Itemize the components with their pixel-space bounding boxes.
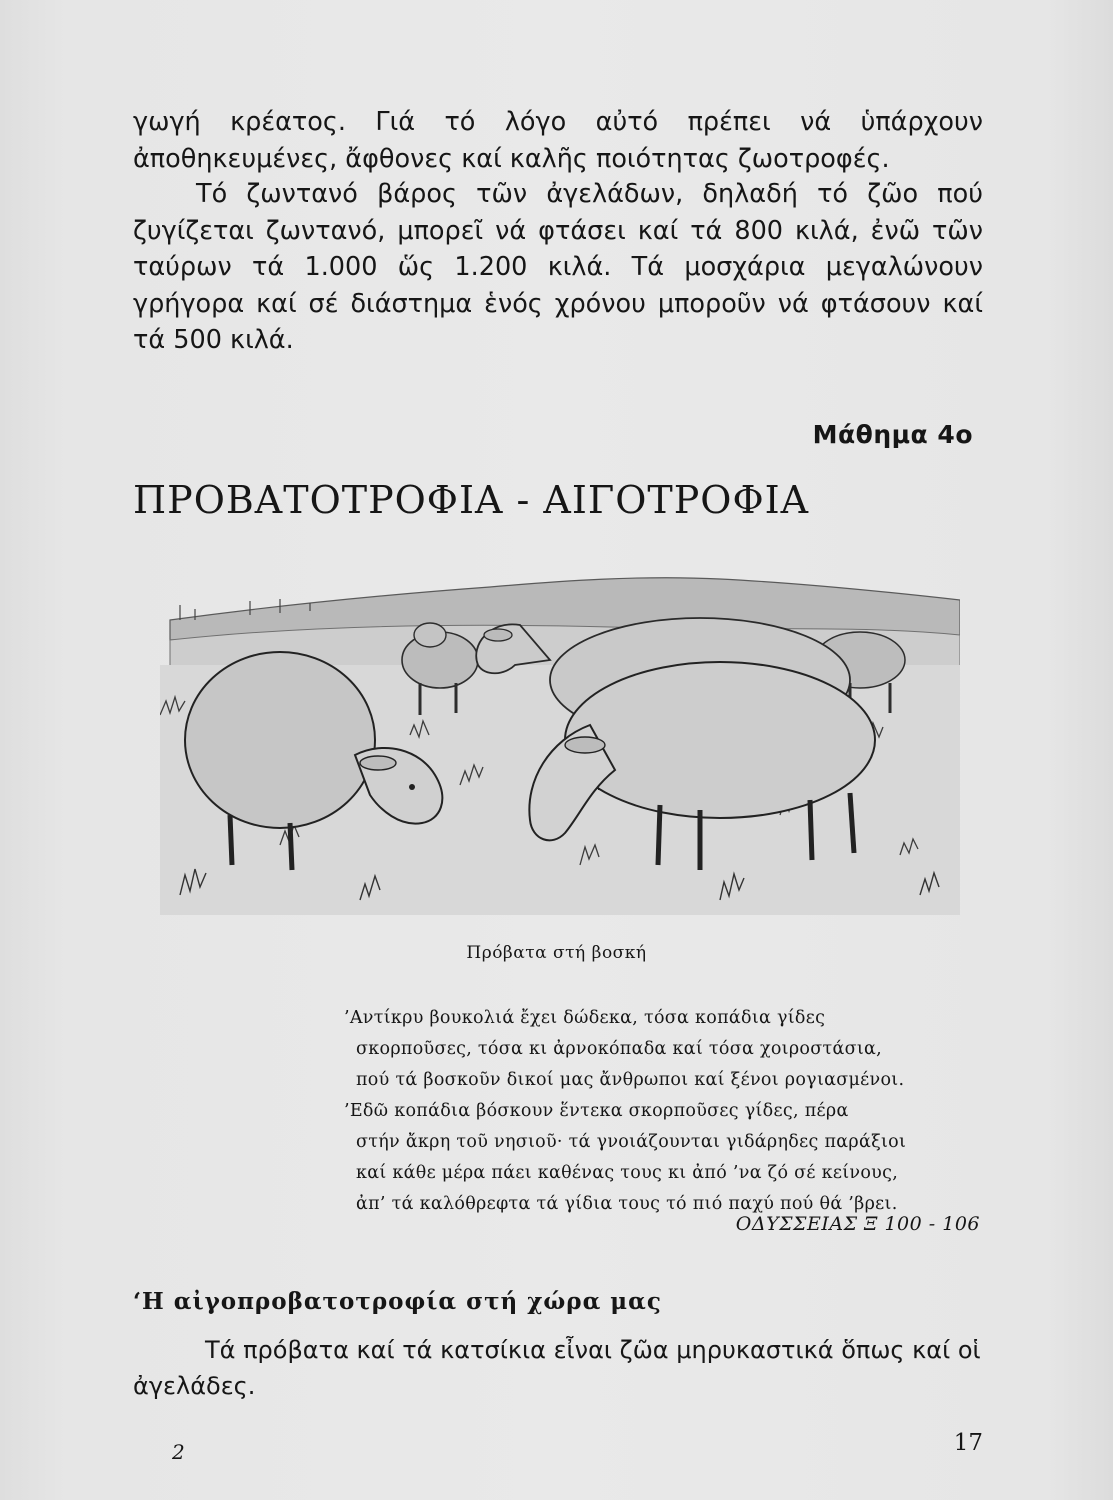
section-heading: ‘Η αἰγοπροβατοτροφία στή χώρα μας (133, 1288, 662, 1315)
intro-paragraph-1: γωγή κρέατος. Γιά τό λόγο αὐτό πρέπει νά ὑπάρχουν ἀποθηκευμένες, ἄφθονες καί καλῆς ποιότητας ζωοτροφές. (133, 107, 983, 174)
poem-line: ’Αντίκρυ βουκολιά ἔχει δώδεκα, τόσα κοπάδια γίδες (344, 1008, 826, 1028)
poem-line: στήν ἄκρη τοῦ νησιοῦ· τά γνοιάζουνται γιδάρηδες παράξιοι (356, 1132, 907, 1152)
poem-excerpt (344, 1003, 906, 1220)
section-paragraph: Τά πρόβατα καί τά κατσίκια εἶναι ζῶα μηρυκαστικά ὅπως καί οἱ ἀγελάδες. (133, 1336, 981, 1400)
lesson-label: Μάθημα 4ο (812, 420, 973, 449)
poem-source: ΟΔΥΣΣΕΙΑΣ Ξ 100 - 106 (735, 1213, 980, 1235)
sheep-grazing-illustration (160, 565, 960, 915)
poem-line: πού τά βοσκοῦν δικοί μας ἄνθρωποι καί ξένοι ρογιασμένοι. (356, 1070, 905, 1090)
poem-line: σκορποῦσες, τόσα κι ἀρνοκόπαδα καί τόσα χοιροστάσια, (356, 1039, 882, 1059)
intro-paragraph-2: Τό ζωντανό βάρος τῶν ἀγελάδων, δηλαδή τό ζῶο πού ζυγίζεται ζωντανό, μπορεῖ νά φτάσει καί τά 800 κιλά, ἐνῶ τῶν ταύρων τά 1.000 ὥς 1.200 κιλά. Τά μοσχάρια μεγαλώνουν γρήγορα καί σέ διάστημα ἑνός χρόνου μποροῦν νά φτάσουν καί τά 500 κιλά. (133, 179, 983, 355)
poem-line: καί κάθε μέρα πάει καθένας τους κι ἀπό ’να ζό σέ κείνους, (356, 1163, 899, 1183)
poem-line: ’Εδῶ κοπάδια βόσκουν ἕντεκα σκορποῦσες γίδες, πέρα (344, 1101, 849, 1121)
signature-mark: 2 (172, 1440, 185, 1464)
poem-line: ἀπ’ τά καλόθρεφτα τά γίδια τους τό πιό παχύ πού θά ’βρει. (356, 1194, 898, 1214)
figure-caption: Πρόβατα στή βοσκή (466, 943, 647, 963)
page-number: 17 (953, 1430, 983, 1456)
lesson-title: ΠΡΟΒΑΤΟΤΡΟΦΙΑ - ΑΙΓΟΤΡΟΦΙΑ (133, 478, 810, 522)
